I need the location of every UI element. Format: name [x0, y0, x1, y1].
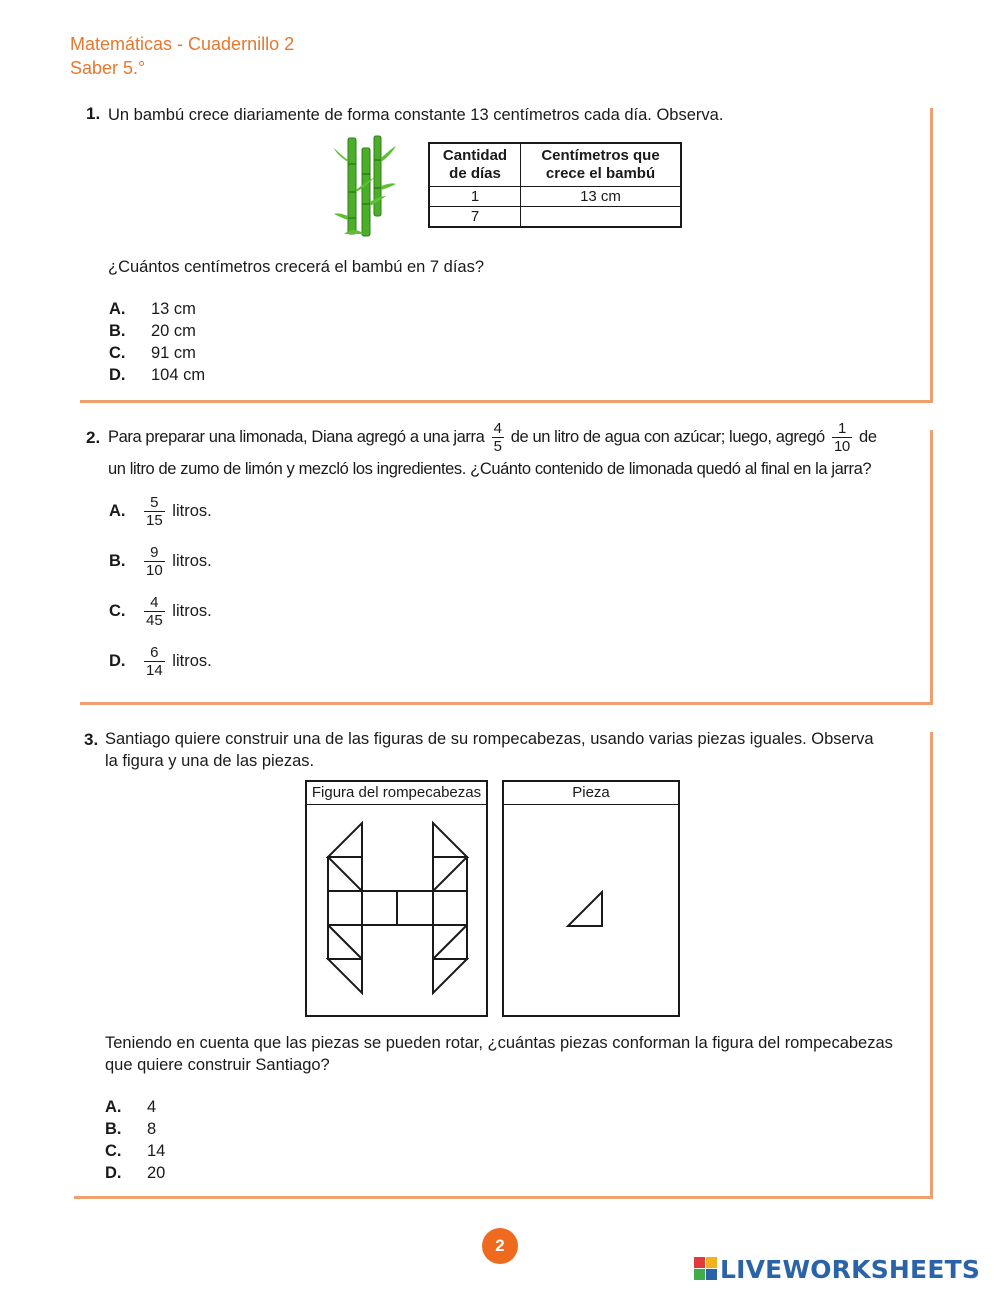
table-cell: 13 cm [521, 187, 682, 207]
q2-text-c: de [859, 427, 877, 446]
header-title: Matemáticas - Cuadernillo 2 [70, 34, 295, 54]
q1-option-b[interactable] [109, 320, 196, 342]
q2-fraction-1: $\frac{4}{5}$ [493, 420, 502, 455]
q1-option-d[interactable] [109, 364, 205, 386]
option-letter: B. [109, 551, 126, 570]
option-text: 91 cm [151, 344, 196, 362]
question-2-text-line1 [108, 420, 928, 455]
puzzle-figure-label: Figura del rompecabezas [307, 782, 486, 805]
q3-option-c[interactable] [105, 1140, 165, 1162]
q3-option-a[interactable] [105, 1096, 156, 1118]
q2-option-b[interactable] [109, 544, 212, 579]
option-fraction: $\frac{9}{10}$ [146, 544, 163, 579]
option-text: 20 [147, 1164, 166, 1182]
option-letter: C. [109, 344, 126, 362]
q2-option-d[interactable] [109, 644, 212, 679]
question-3-prompt-line2: que quiere construir Santiago? [105, 1056, 330, 1074]
table-header-days: Cantidad de días [429, 143, 521, 187]
question-2-number: 2. [86, 428, 101, 447]
question-1-text: Un bambú crece diariamente de forma constante 13 centímetros cada día. Observa. [108, 106, 724, 124]
option-letter: D. [109, 651, 126, 670]
q1-option-a[interactable] [109, 298, 196, 320]
option-text: 104 cm [151, 366, 206, 384]
option-letter: D. [109, 366, 126, 384]
question-1-number: 1. [86, 104, 101, 123]
page-header [70, 32, 294, 80]
option-text: litros. [172, 601, 212, 620]
puzzle-figure-box [305, 780, 488, 1017]
option-text: 20 cm [151, 322, 196, 340]
triangle-piece-icon [564, 888, 608, 928]
q1-option-c[interactable] [109, 342, 196, 364]
table-header-row [429, 143, 681, 187]
q2-option-c[interactable] [109, 594, 212, 629]
table-row [429, 187, 681, 207]
option-fraction: $\frac{5}{15}$ [146, 494, 163, 529]
option-text: litros. [172, 551, 212, 570]
option-text: litros. [172, 501, 212, 520]
option-letter: A. [109, 300, 126, 318]
table-header-cm: Centímetros que crece el bambú [521, 143, 682, 187]
option-letter: B. [109, 322, 126, 340]
table-row [429, 207, 681, 228]
bamboo-table [428, 142, 682, 228]
q2-text-b: de un litro de agua con azúcar; luego, agregó [510, 427, 825, 446]
question-3-number: 3. [84, 730, 99, 749]
brand-name: LIVEWORKSHEETS [720, 1254, 981, 1284]
question-3-prompt-line1: Teniendo en cuenta que las piezas se pueden rotar, ¿cuántas piezas conforman la figura del rompecabezas [105, 1034, 893, 1052]
bamboo-illustration [334, 134, 398, 238]
liveworksheets-logo[interactable] [694, 1254, 980, 1284]
option-text: 8 [147, 1120, 157, 1138]
puzzle-piece-box [502, 780, 680, 1017]
option-letter: D. [105, 1164, 122, 1182]
option-letter: C. [109, 601, 126, 620]
puzzle-h-figure [307, 806, 486, 1015]
q2-option-a[interactable] [109, 494, 212, 529]
option-text: 14 [147, 1142, 166, 1160]
option-letter: B. [105, 1120, 122, 1138]
page-number-badge: 2 [482, 1228, 518, 1264]
option-letter: A. [109, 501, 126, 520]
question-1-prompt: ¿Cuántos centímetros crecerá el bambú en 7 días? [108, 258, 485, 276]
question-3-text-line2: la figura y una de las piezas. [105, 752, 315, 770]
option-text: 13 cm [151, 300, 196, 318]
table-cell: 1 [429, 187, 521, 207]
option-text: litros. [172, 651, 212, 670]
header-subtitle: Saber 5.° [70, 58, 146, 78]
option-letter: C. [105, 1142, 122, 1160]
puzzle-piece-label: Pieza [504, 782, 678, 805]
option-fraction: $\frac{4}{45}$ [146, 594, 163, 629]
table-cell-empty[interactable] [521, 207, 682, 228]
option-fraction: $\frac{6}{14}$ [146, 644, 163, 679]
q3-option-b[interactable] [105, 1118, 156, 1140]
question-2-text-line2: un litro de zumo de limón y mezcló los ingredientes. ¿Cuánto contenido de limonada quedó al final en la jarra? [108, 460, 872, 478]
question-3-text-line1: Santiago quiere construir una de las figuras de su rompecabezas, usando varias piezas iguales. Observa [105, 730, 874, 748]
live-badge-icon [694, 1257, 718, 1281]
table-cell: 7 [429, 207, 521, 228]
q2-text-a: Para preparar una limonada, Diana agregó a una jarra [108, 427, 485, 446]
q2-fraction-2: $\frac{1}{10}$ [833, 420, 850, 455]
option-text: 4 [147, 1098, 157, 1116]
q3-option-d[interactable] [105, 1162, 165, 1184]
option-letter: A. [105, 1098, 122, 1116]
